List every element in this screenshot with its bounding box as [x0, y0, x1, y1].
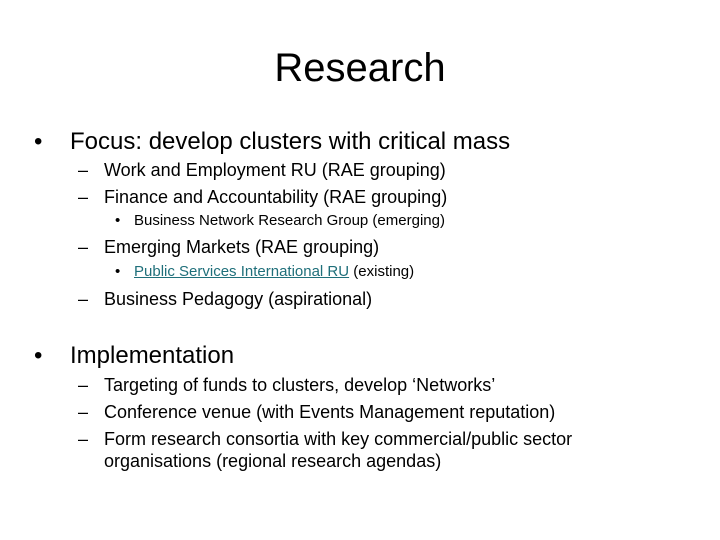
focus-item-finance-accountability: Finance and Accountability (RAE grouping) — [104, 187, 448, 207]
slide-title: Research — [274, 46, 446, 90]
dash-marker: – — [78, 187, 89, 207]
focus-item-emerging-markets: Emerging Markets (RAE grouping) — [104, 237, 380, 257]
implementation-item-conference: Conference venue (with Events Management reputation) — [104, 402, 556, 422]
dash-marker: – — [78, 237, 89, 257]
bullet-marker: • — [115, 263, 121, 280]
implementation-item-consortia-continued: organisations (regional research agendas) — [104, 451, 442, 471]
dash-marker: – — [78, 289, 89, 309]
implementation-item-consortia: Form research consortia with key commercial/public sector — [104, 429, 573, 449]
focus-subitem-public-services — [134, 263, 414, 281]
dash-marker: – — [78, 375, 89, 395]
focus-item-work-employment: Work and Employment RU (RAE grouping) — [104, 160, 446, 180]
dash-marker: – — [78, 160, 89, 180]
bullet-marker: • — [115, 212, 121, 229]
bullet-marker: • — [34, 342, 43, 369]
dash-marker: – — [78, 429, 89, 449]
implementation-item-funds: Targeting of funds to clusters, develop ‘Networks’ — [104, 375, 496, 395]
bullet-marker: • — [34, 128, 43, 155]
focus-subitem-business-network: Business Network Research Group (emerging) — [134, 212, 445, 229]
dash-marker: – — [78, 402, 89, 422]
public-services-link[interactable]: Public Services International RU — [134, 263, 350, 280]
public-services-status: (existing) — [349, 263, 415, 280]
focus-item-business-pedagogy: Business Pedagogy (aspirational) — [104, 289, 373, 309]
implementation-bullet: Implementation — [70, 342, 235, 369]
focus-bullet: Focus: develop clusters with critical mass — [70, 128, 511, 155]
